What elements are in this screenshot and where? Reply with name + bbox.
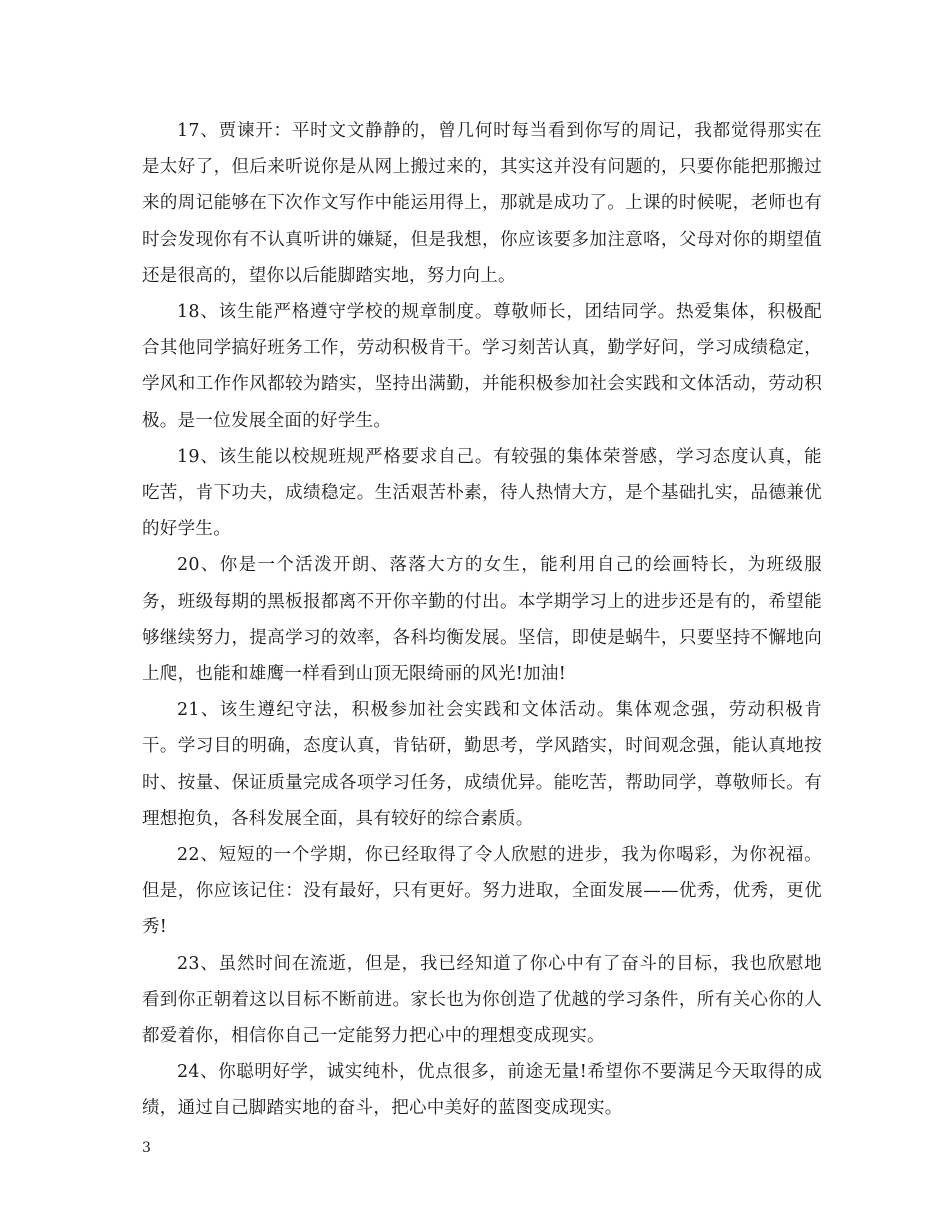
comment-paragraph-19: 19、该生能以校规班规严格要求自己。有较强的集体荣誉感，学习态度认真，能吃苦，肯下功夫，成绩稳定。生活艰苦朴素，待人热情大方，是个基础扎实，品德兼优的好学生。 (142, 446, 822, 540)
comment-paragraph-20: 20、你是一个活泼开朗、落落大方的女生，能利用自己的绘画特长，为班级服务，班级每期的黑板报都离不开你辛勤的付出。本学期学习上的进步还是有的，希望能够继续努力，提高学习的效率，各科均衡发展。坚信，即使是蜗牛，只要坚持不懈地向上爬，也能和雄鹰一样看到山顶无限绮丽的风光!加油! (142, 555, 822, 685)
document-body (142, 113, 822, 1127)
comment-paragraph-24: 24、你聪明好学，诚实纯朴，优点很多，前途无量!希望你不要满足今天取得的成绩，通过自己脚踏实地的奋斗，把心中美好的蓝图变成现实。 (142, 1062, 822, 1119)
comment-paragraph-21: 21、该生遵纪守法，积极参加社会实践和文体活动。集体观念强，劳动积极肯干。学习目的明确，态度认真，肯钻研，勤思考，学风踏实，时间观念强，能认真地按时、按量、保证质量完成各项学习任务，成绩优异。能吃苦，帮助同学，尊敬师长。有理想抱负，各科发展全面，具有较好的综合素质。 (142, 700, 822, 829)
comment-paragraph-23: 23、虽然时间在流逝，但是，我已经知道了你心中有了奋斗的目标，我也欣慰地看到你正朝着这以目标不断前进。家长也为你创造了优越的学习条件，所有关心你的人都爱着你，相信你自己一定能努力把心中的理想变成现实。 (142, 953, 822, 1047)
comment-paragraph-17: 17、贾谏开：平时文文静静的，曾几何时每当看到你写的周记，我都觉得那实在是太好了，但后来听说你是从网上搬过来的，其实这并没有问题的，只要你能把那搬过来的周记能够在下次作文写作中能运用得上，那就是成功了。上课的时候呢，老师也有时会发现你有不认真听讲的嫌疑，但是我想，你应该要多加注意咯，父母对你的期望值还是很高的，望你以后能脚踏实地，努力向上。 (142, 121, 822, 286)
page-number: 3 (142, 1140, 151, 1156)
comment-paragraph-22: 22、短短的一个学期，你已经取得了令人欣慰的进步，我为你喝彩，为你祝福。但是，你应该记住：没有最好，只有更好。努力进取，全面发展——优秀，优秀，更优秀! (142, 845, 822, 938)
comment-paragraph-18: 18、该生能严格遵守学校的规章制度。尊敬师长，团结同学。热爱集体，积极配合其他同学搞好班务工作，劳动积极肯干。学习刻苦认真，勤学好问，学习成绩稳定，学风和工作作风都较为踏实，坚持出满勤，并能积极参加社会实践和文体活动，劳动积极。是一位发展全面的好学生。 (142, 302, 822, 431)
